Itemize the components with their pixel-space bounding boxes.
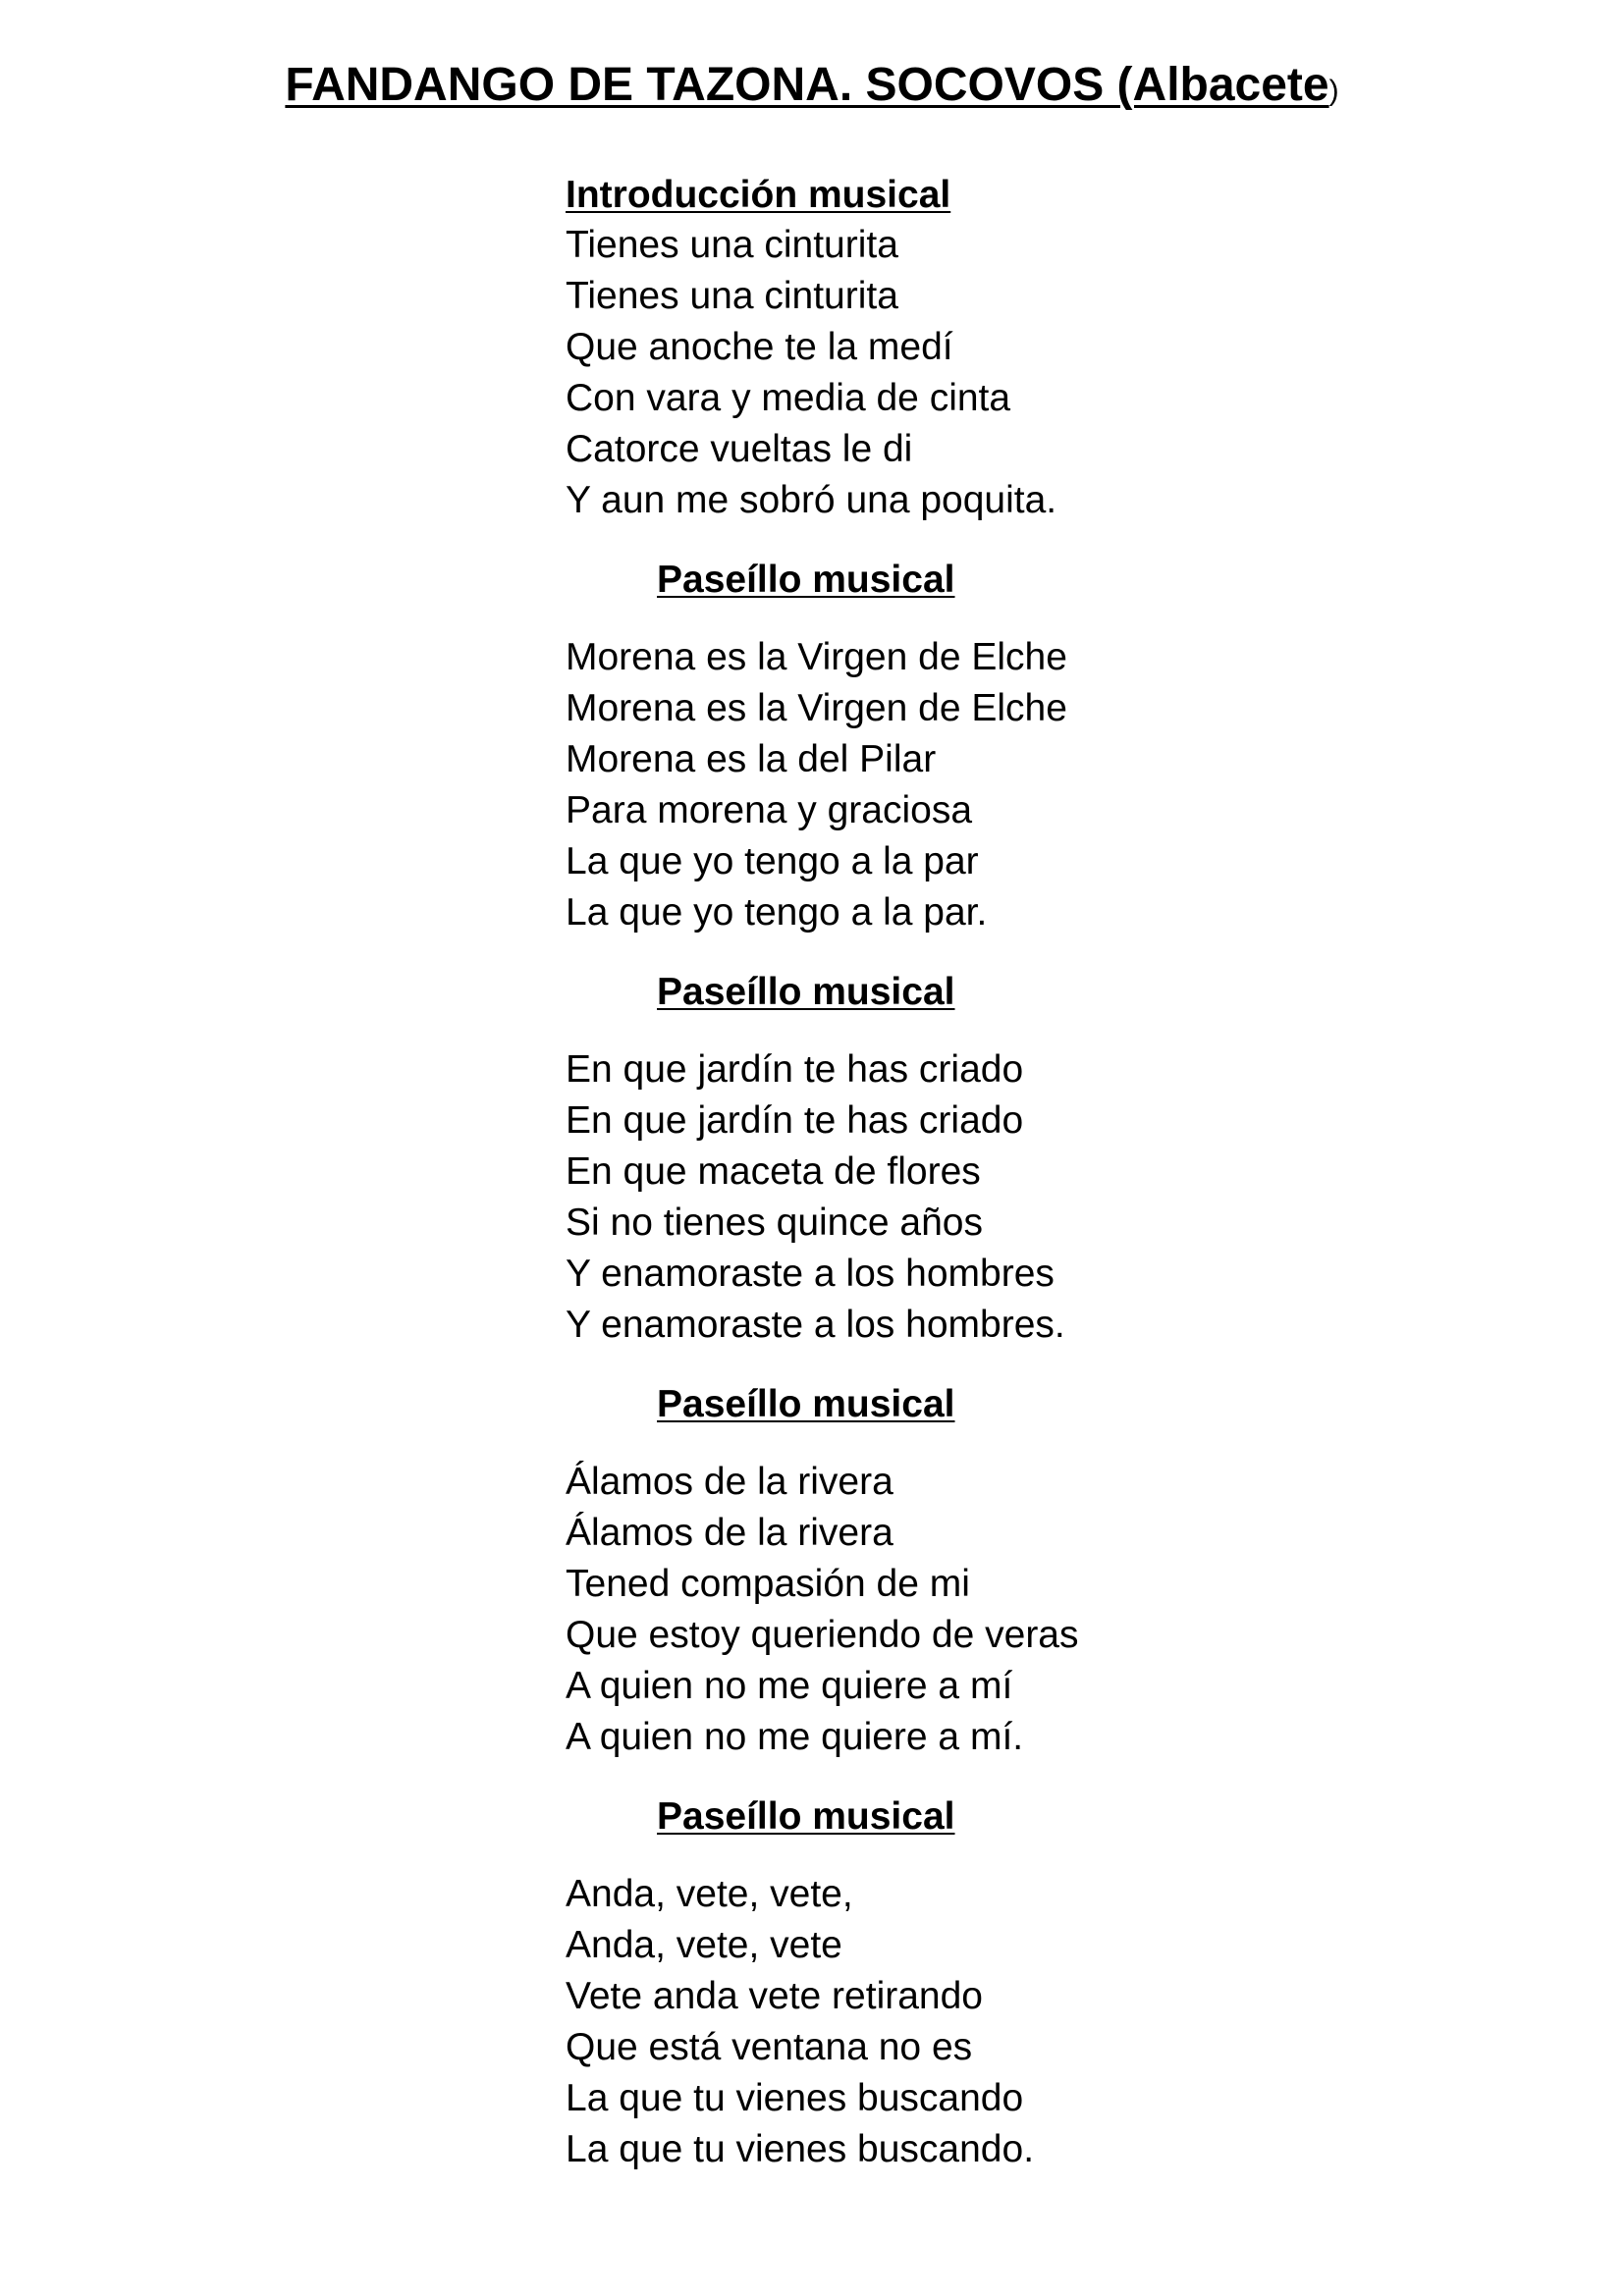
verse-line: Tienes una cinturita [566,224,898,266]
verse-line: Con vara y media de cinta [566,377,1011,419]
verse-line: Y enamoraste a los hombres. [566,1304,1065,1346]
verse-line: La que tu vienes buscando. [566,2128,1035,2170]
title-closing-paren: ) [1328,75,1339,107]
verse-line: Que estoy queriendo de veras [566,1614,1079,1656]
verse-line: En que maceta de flores [566,1150,981,1193]
verse-line: Y aun me sobró una poquita. [566,479,1057,521]
document-title [0,57,1624,120]
verse-line: Tened compasión de mi [566,1563,970,1605]
section-heading-paseillo: Paseíllo musical [657,1383,955,1425]
verse-line: Morena es la Virgen de Elche [566,687,1067,729]
verse-line: En que jardín te has criado [566,1048,1024,1091]
verse-line: A quien no me quiere a mí. [566,1716,1024,1758]
verse-line: Y enamoraste a los hombres [566,1253,1055,1295]
verse-line: Morena es la del Pilar [566,738,937,780]
verse-line: Álamos de la rivera [566,1512,893,1554]
verse-line: Que está ventana no es [566,2026,973,2068]
section-heading-paseillo: Paseíllo musical [657,559,955,601]
verse-line: Para morena y graciosa [566,789,973,831]
verse-line: En que jardín te has criado [566,1099,1024,1142]
title-text: FANDANGO DE TAZONA. SOCOVOS (Albacete [285,59,1329,111]
verse-line: La que tu vienes buscando [566,2077,1024,2119]
section-heading-paseillo: Paseíllo musical [657,1795,955,1838]
verse-line: La que yo tengo a la par. [566,891,988,934]
verse-line: Tienes una cinturita [566,275,898,317]
verse-line: Que anoche te la medí [566,326,953,368]
verse-line: Catorce vueltas le di [566,428,913,470]
verse-line: Morena es la Virgen de Elche [566,636,1067,678]
section-heading-introduccion: Introducción musical [566,174,951,216]
section-heading-paseillo: Paseíllo musical [657,971,955,1013]
verse-line: A quien no me quiere a mí [566,1665,1013,1707]
verse-line: Álamos de la rivera [566,1461,893,1503]
verse-line: Vete anda vete retirando [566,1975,983,2017]
verse-line: La que yo tengo a la par [566,840,979,882]
verse-line: Si no tienes quince años [566,1201,983,1244]
verse-line: Anda, vete, vete, [566,1873,853,1915]
verse-line: Anda, vete, vete [566,1924,842,1966]
